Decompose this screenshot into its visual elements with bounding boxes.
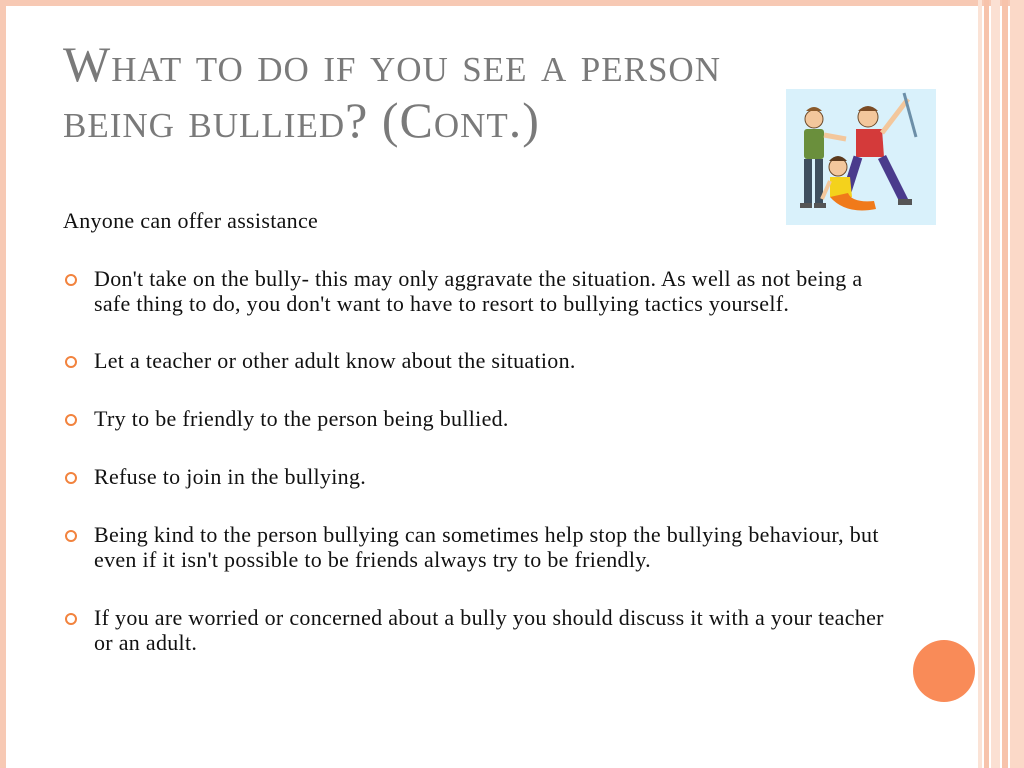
bullet-text: Being kind to the person bullying can sometimes help stop the bullying behaviour, but even if it isn't possible to be friends always try to be friendly. <box>94 522 879 572</box>
bullet-marker-icon <box>65 414 77 426</box>
bullet-marker-icon <box>65 274 77 286</box>
slide-title-line-2: being bullied? (Cont.) <box>63 92 540 148</box>
bullet-item <box>63 348 893 373</box>
children-helping-icon <box>786 89 936 225</box>
slide-title-line-1: What to do if you see a person <box>63 36 721 92</box>
bullet-text: If you are worried or concerned about a bully you should discuss it with a your teacher or an adult. <box>94 605 884 655</box>
bullet-item <box>63 406 893 431</box>
slide-title <box>63 36 843 148</box>
bullet-item <box>63 522 893 572</box>
slide-subheading: Anyone can offer assistance <box>63 208 319 233</box>
bullet-marker-icon <box>65 472 77 484</box>
bullet-text: Let a teacher or other adult know about the situation. <box>94 348 576 373</box>
bullet-text: Refuse to join in the bullying. <box>94 464 367 489</box>
bullet-item <box>63 464 893 489</box>
bullet-marker-icon <box>65 613 77 625</box>
decorative-stripes <box>978 0 1024 768</box>
bullet-text: Try to be friendly to the person being bullied. <box>94 406 509 431</box>
bullet-marker-icon <box>65 530 77 542</box>
bullet-list <box>63 266 893 655</box>
bullet-marker-icon <box>65 356 77 368</box>
decorative-circle <box>913 640 975 702</box>
bullet-item <box>63 266 893 316</box>
bullet-text: Don't take on the bully- this may only aggravate the situation. As well as not being a safe thing to do, you don't want to have to resort to bullying tactics yourself. <box>94 266 863 316</box>
bullet-item <box>63 605 893 655</box>
